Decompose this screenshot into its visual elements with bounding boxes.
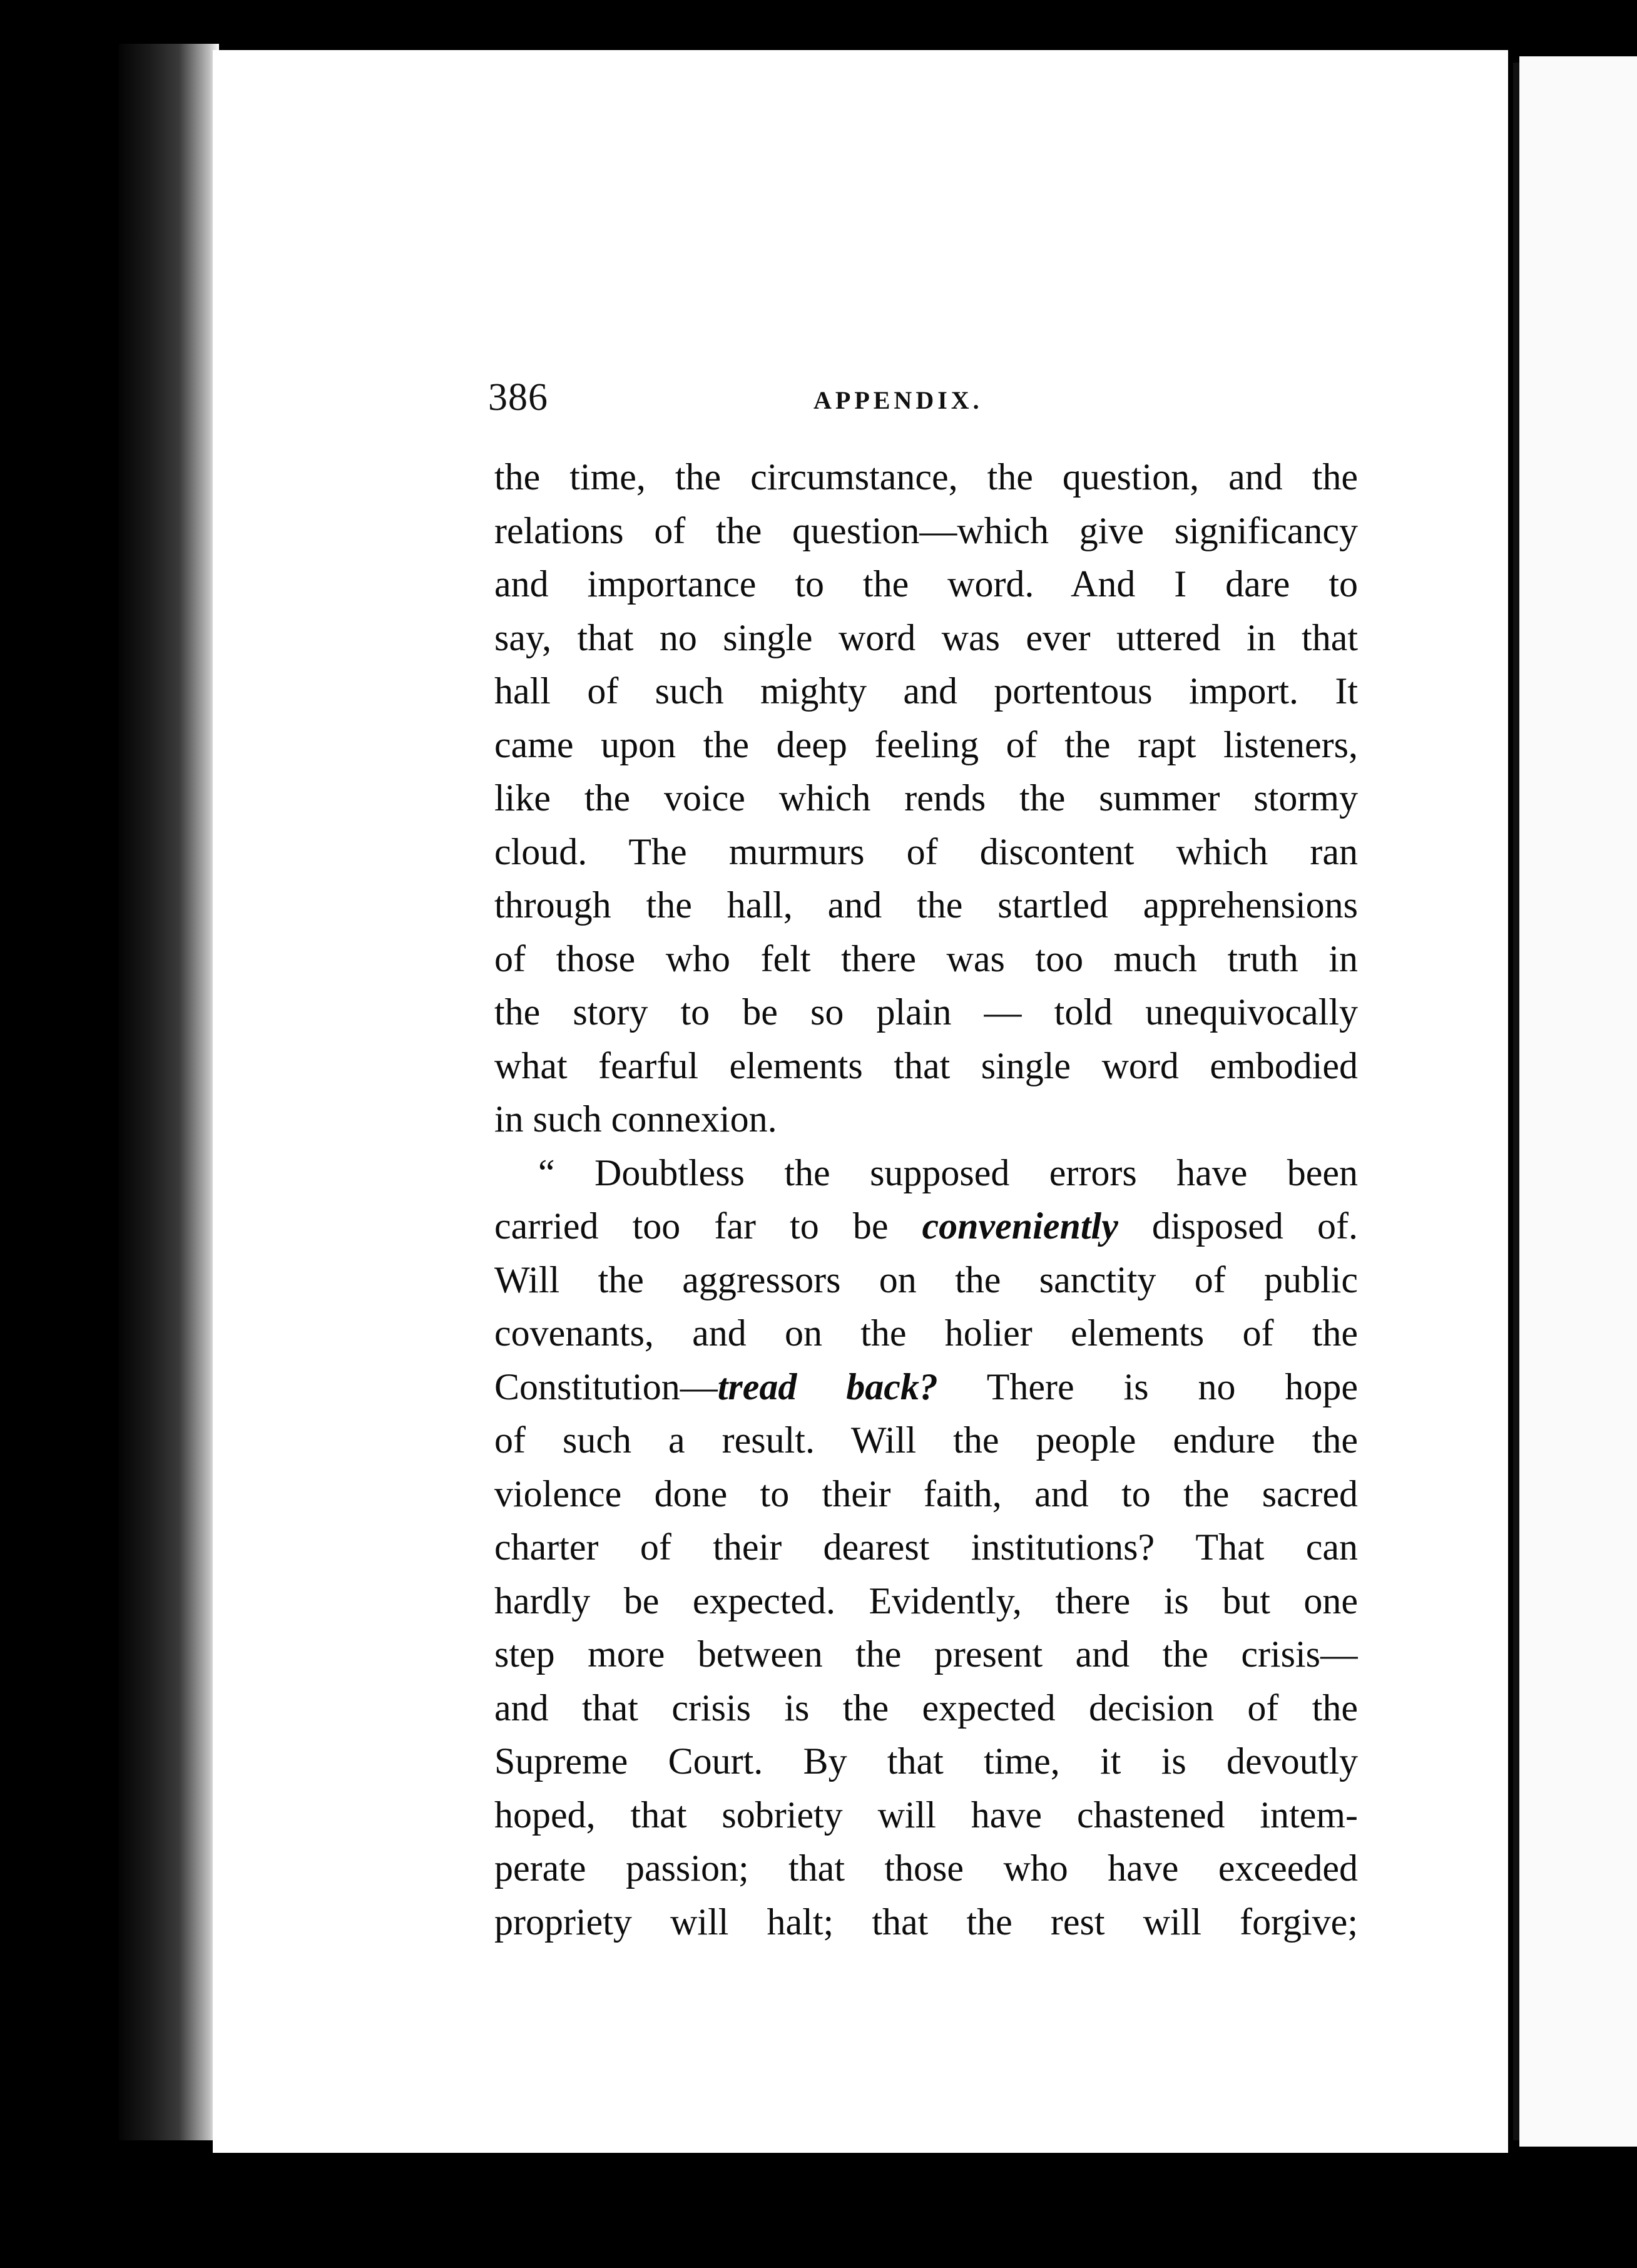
text-line: and importance to the word. And I dare to (494, 563, 1358, 605)
text-line: Supreme Court. By that time, it is devoutly (494, 1740, 1358, 1782)
scan-bottom-edge (188, 2153, 1637, 2268)
text-line-with-emphasis (494, 1361, 1358, 1414)
text-line: came upon the deep feeling of the rapt listeners, (494, 723, 1358, 765)
text-line: hardly be expected. Evidently, there is but one (494, 1580, 1358, 1622)
text-line: and that crisis is the expected decision of the (494, 1687, 1358, 1729)
text-line: what fearful elements that single word embodied (494, 1045, 1358, 1086)
text-line: like the voice which rends the summer stormy (494, 777, 1358, 819)
italic-emphasis: tread back? (717, 1366, 938, 1407)
text-line: Will the aggressors on the sanctity of public (494, 1259, 1358, 1300)
text-line: cloud. The murmurs of discontent which ran (494, 830, 1358, 872)
header-title: APPENDIX. (813, 386, 983, 414)
text-line: through the hall, and the startled apprehensions (494, 884, 1358, 926)
text-line: of those who felt there was too much truth in (494, 937, 1358, 979)
text-run: carried too far to be (494, 1205, 889, 1247)
text-run: Constitution— (494, 1366, 718, 1407)
text-line: covenants, and on the holier elements of the (494, 1312, 1358, 1354)
page-gutter (1513, 63, 1519, 2140)
text-line: the story to be so plain — told unequivocally (494, 991, 1358, 1033)
text-line: propriety will halt; that the rest will forgive; (494, 1901, 1358, 1943)
text-line: charter of their dearest institutions? That can (494, 1526, 1358, 1568)
text-line: perate passion; that those who have exceeded (494, 1847, 1358, 1889)
text-line: relations of the question—which give significancy (494, 509, 1358, 551)
body-text (494, 451, 1358, 1949)
italic-emphasis: conveniently (922, 1205, 1118, 1247)
text-run: There is no hope (986, 1366, 1358, 1407)
text-line-with-emphasis (494, 1200, 1358, 1254)
running-head (488, 375, 1364, 444)
facing-page (1519, 56, 1637, 2147)
text-line: the time, the circumstance, the question, and the (494, 456, 1358, 498)
text-line: hoped, that sobriety will have chastened intem- (494, 1794, 1358, 1836)
text-run: disposed of. (1151, 1205, 1358, 1247)
text-line: violence done to their faith, and to the sacred (494, 1473, 1358, 1515)
text-line: in such connexion. (494, 1098, 777, 1140)
text-line: “ Doubtless the supposed errors have been (538, 1152, 1358, 1193)
text-line: hall of such mighty and portentous import. It (494, 670, 1358, 712)
text-line: say, that no single word was ever uttered in that (494, 616, 1358, 658)
book-page-edges (119, 44, 219, 2140)
text-line: step more between the present and the crisis— (494, 1633, 1358, 1675)
text-line: of such a result. Will the people endure the (494, 1419, 1358, 1461)
page-number: 386 (488, 376, 548, 419)
